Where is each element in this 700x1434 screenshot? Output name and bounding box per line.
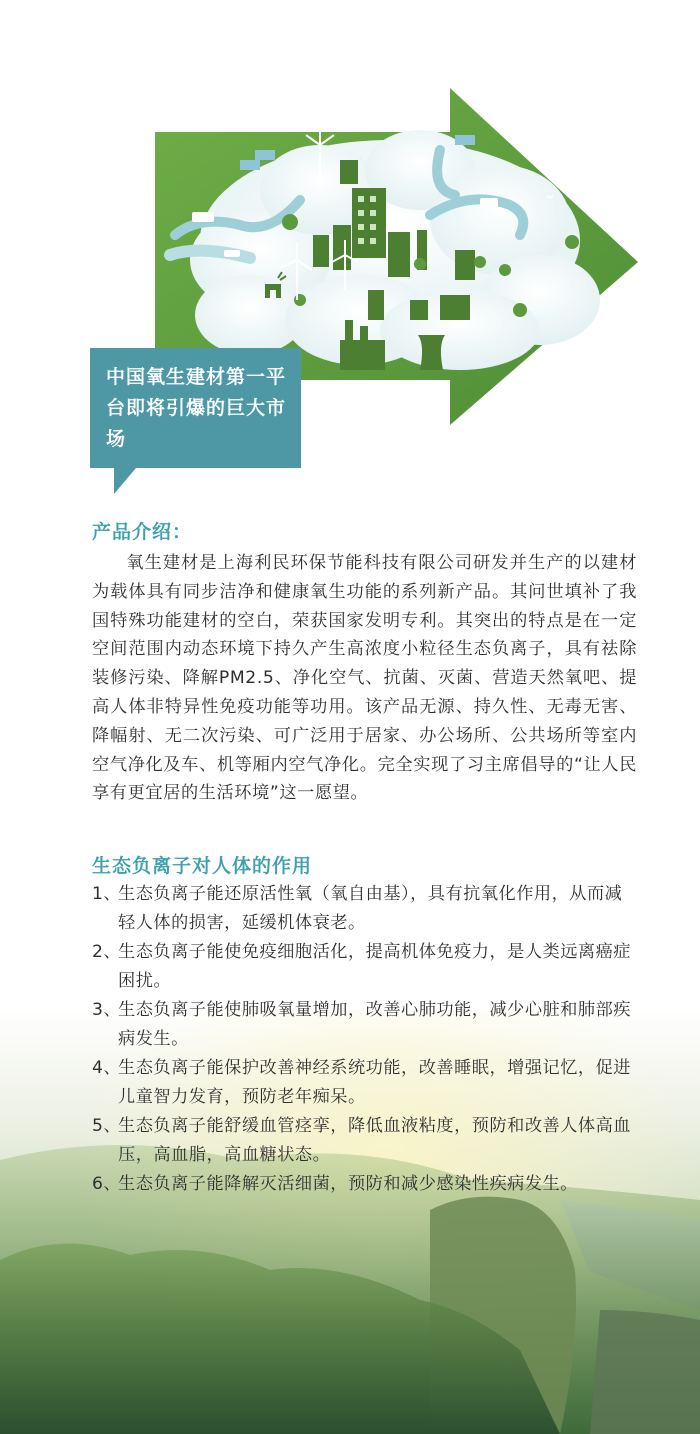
list-item — [92, 1054, 637, 1112]
callout-tail — [114, 468, 136, 494]
effects-heading: 生态负离子对人体的作用 — [92, 855, 313, 877]
list-item-number: 2、 — [92, 942, 122, 962]
intro-heading: 产品介绍： — [92, 521, 193, 543]
list-item — [92, 1112, 637, 1170]
right-shore — [590, 1310, 700, 1434]
callout-title: 中国氧生建材第一平台即将引爆的巨大市场 — [106, 366, 287, 450]
list-item-text: 生态负离子能使免疫细胞活化，提高机体免疫力，是人类远离癌症困扰。 — [118, 942, 631, 991]
list-item-number: 3、 — [92, 1000, 122, 1020]
list-item — [92, 1170, 637, 1199]
list-item-text: 生态负离子能还原活性氧（氧自由基），具有抗氧化作用，从而减轻人体的损害，延缓机体衰老。 — [118, 884, 623, 933]
list-item-number: 1、 — [92, 884, 122, 904]
list-item — [92, 880, 637, 938]
callout-box — [90, 348, 301, 468]
effects-list — [92, 880, 637, 1199]
intro-body: 氧生建材是上海利民环保节能科技有限公司研发并生产的以建材为载体具有同步洁净和健康氧生功能的系列新产品。其问世填补了我国特殊功能建材的空白，荣获国家发明专利。其突出的特点是在一定空间范围内动态环境下持久产生高浓度小粒径生态负离子，具有祛除装修污染、降解PM2.5、净化空气、抗菌、灭菌、营造天然氧吧、提高人体非特异性免疫功能等功用。该产品无源、持久性、无毒无害、降幅射、无二次污染、可广泛用于居家、办公场所、公共场所等室内空气净化及车、机等厢内空气净化。完全实现了习主席倡导的“让人民享有更宜居的生活环境”这一愿望。 — [92, 553, 637, 804]
list-item-number: 6、 — [92, 1174, 122, 1194]
list-item-number: 4、 — [92, 1058, 122, 1078]
list-item-number: 5、 — [92, 1116, 122, 1136]
list-item-text: 生态负离子能舒缓血管痉挛，降低血液粘度，预防和改善人体高血压，高血脂，高血糖状态。 — [118, 1116, 631, 1165]
list-item — [92, 996, 637, 1054]
list-item-text: 生态负离子能使肺吸氧量增加，改善心肺功能，减少心脏和肺部疾病发生。 — [118, 1000, 631, 1049]
list-item — [92, 938, 637, 996]
list-item-text: 生态负离子能保护改善神经系统功能，改善睡眠，增强记忆，促进儿童智力发育，预防老年痴呆。 — [118, 1058, 631, 1107]
list-item-text: 生态负离子能降解灭活细菌，预防和减少感染性疾病发生。 — [118, 1174, 578, 1194]
